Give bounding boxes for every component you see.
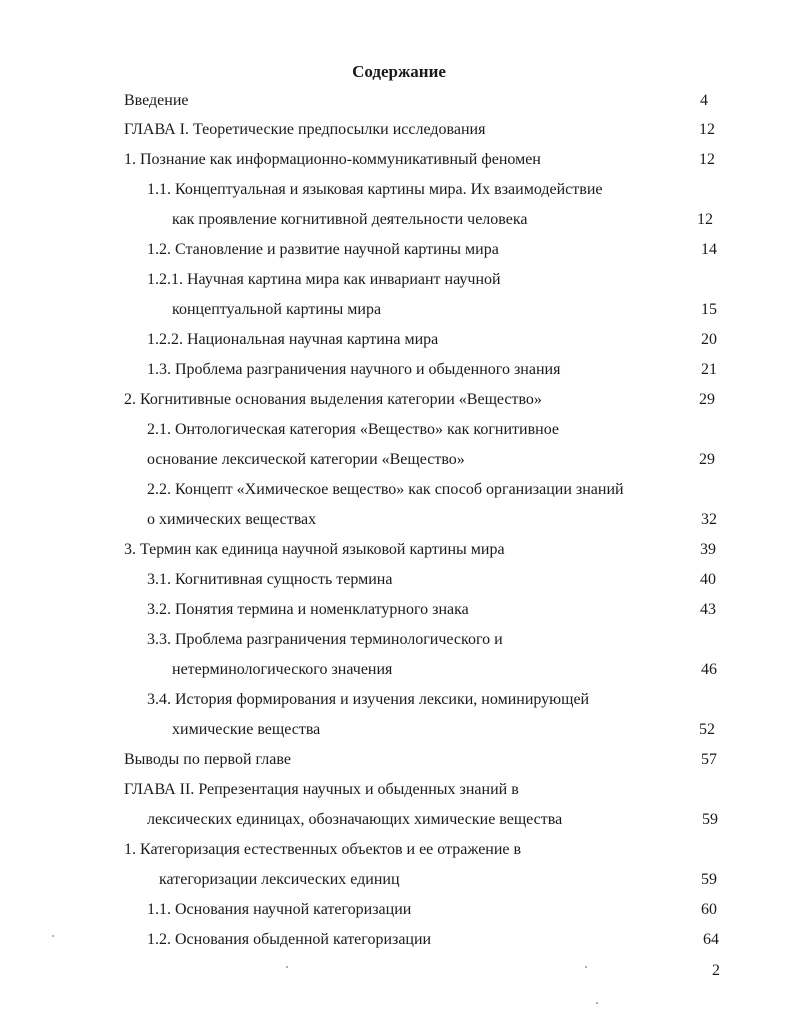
scan-speck xyxy=(286,966,288,968)
toc-entry-text: 1.2. Основания обыденной категоризации xyxy=(147,931,432,948)
toc-entry-page: 21 xyxy=(701,361,717,378)
toc-entry-page: 43 xyxy=(700,601,716,618)
toc-entry-page: 59 xyxy=(701,871,717,888)
toc-entry-page: 12 xyxy=(697,211,713,228)
toc-entry-text: 3.2. Понятия термина и номенклатурного знака xyxy=(147,601,469,618)
toc-entry-text: химические вещества xyxy=(172,721,321,738)
toc-entry-page: 29 xyxy=(699,391,715,408)
toc-entry-page: 64 xyxy=(703,931,719,948)
toc-entry-text: 2.1. Онтологическая категория «Вещество» как когнитивное xyxy=(147,421,559,438)
toc-entry-page: 4 xyxy=(700,92,708,109)
toc-entry-page: 12 xyxy=(699,121,715,138)
scan-speck xyxy=(596,1002,598,1004)
toc-entry-text: основание лексической категории «Вещество» xyxy=(147,451,465,468)
toc-entry-text: категоризации лексических единиц xyxy=(159,871,400,888)
toc-entry-text: 2. Когнитивные основания выделения категории «Вещество» xyxy=(124,391,542,408)
toc-entry-page: 14 xyxy=(701,241,717,258)
toc-entry-text: 1.3. Проблема разграничения научного и обыденного знания xyxy=(147,361,561,378)
toc-entry-text: ГЛАВА II. Репрезентация научных и обыденных знаний в xyxy=(124,781,519,798)
page-number: 2 xyxy=(712,962,720,979)
toc-entry-page: 29 xyxy=(699,451,715,468)
toc-entry-text: 3.1. Когнитивная сущность термина xyxy=(147,571,393,588)
toc-entry-text: концептуальной картины мира xyxy=(172,301,382,318)
toc-entry-text: 3.4. История формирования и изучения лексики, номинирующей xyxy=(147,691,590,708)
toc-entry-page: 39 xyxy=(700,541,716,558)
toc-entry-text: 2.2. Концепт «Химическое вещество» как способ организации знаний xyxy=(147,481,624,498)
scan-speck xyxy=(52,935,54,937)
toc-entry-page: 40 xyxy=(700,571,716,588)
toc-entry-page: 52 xyxy=(699,721,715,738)
scan-speck xyxy=(585,966,587,968)
toc-entry-text: Введение xyxy=(124,92,189,109)
toc-entry-page: 32 xyxy=(701,511,717,528)
toc-entry-text: Выводы по первой главе xyxy=(124,751,291,768)
toc-entry-text: 1.1. Основания научной категоризации xyxy=(147,901,412,918)
toc-entry-page: 60 xyxy=(701,901,717,918)
toc-entry-text: 1. Познание как информационно-коммуникативный феномен xyxy=(124,151,541,168)
toc-entry-text: 1. Категоризация естественных объектов и ее отражение в xyxy=(124,841,522,858)
toc-entry-page: 20 xyxy=(701,331,717,348)
toc-entry-page: 57 xyxy=(701,751,717,768)
toc-entry-text: 3. Термин как единица научной языковой картины мира xyxy=(124,541,505,558)
toc-entry-text: нетерминологического значения xyxy=(172,661,393,678)
toc-entry-page: 15 xyxy=(701,301,717,318)
toc-entry-text: как проявление когнитивной деятельности человека xyxy=(172,211,528,228)
toc-entry-page: 12 xyxy=(699,151,715,168)
toc-entry-text: лексических единицах, обозначающих химические вещества xyxy=(147,811,563,828)
toc-entry-page: 46 xyxy=(701,661,717,678)
toc-entry-text: 3.3. Проблема разграничения терминологического и xyxy=(147,631,503,648)
toc-entry-text: 1.2. Становление и развитие научной картины мира xyxy=(147,241,499,258)
toc-entry-text: о химических веществах xyxy=(147,511,317,528)
toc-entry-text: 1.2.1. Научная картина мира как инвариант научной xyxy=(147,271,501,288)
page-title: Содержание xyxy=(352,62,446,81)
toc-entry-page: 59 xyxy=(702,811,718,828)
toc-entry-text: 1.1. Концептуальная и языковая картины мира. Их взаимодействие xyxy=(147,181,603,198)
toc-entry-text: 1.2.2. Национальная научная картина мира xyxy=(147,331,439,348)
toc-entry-text: ГЛАВА I. Теоретические предпосылки исследования xyxy=(124,121,486,138)
